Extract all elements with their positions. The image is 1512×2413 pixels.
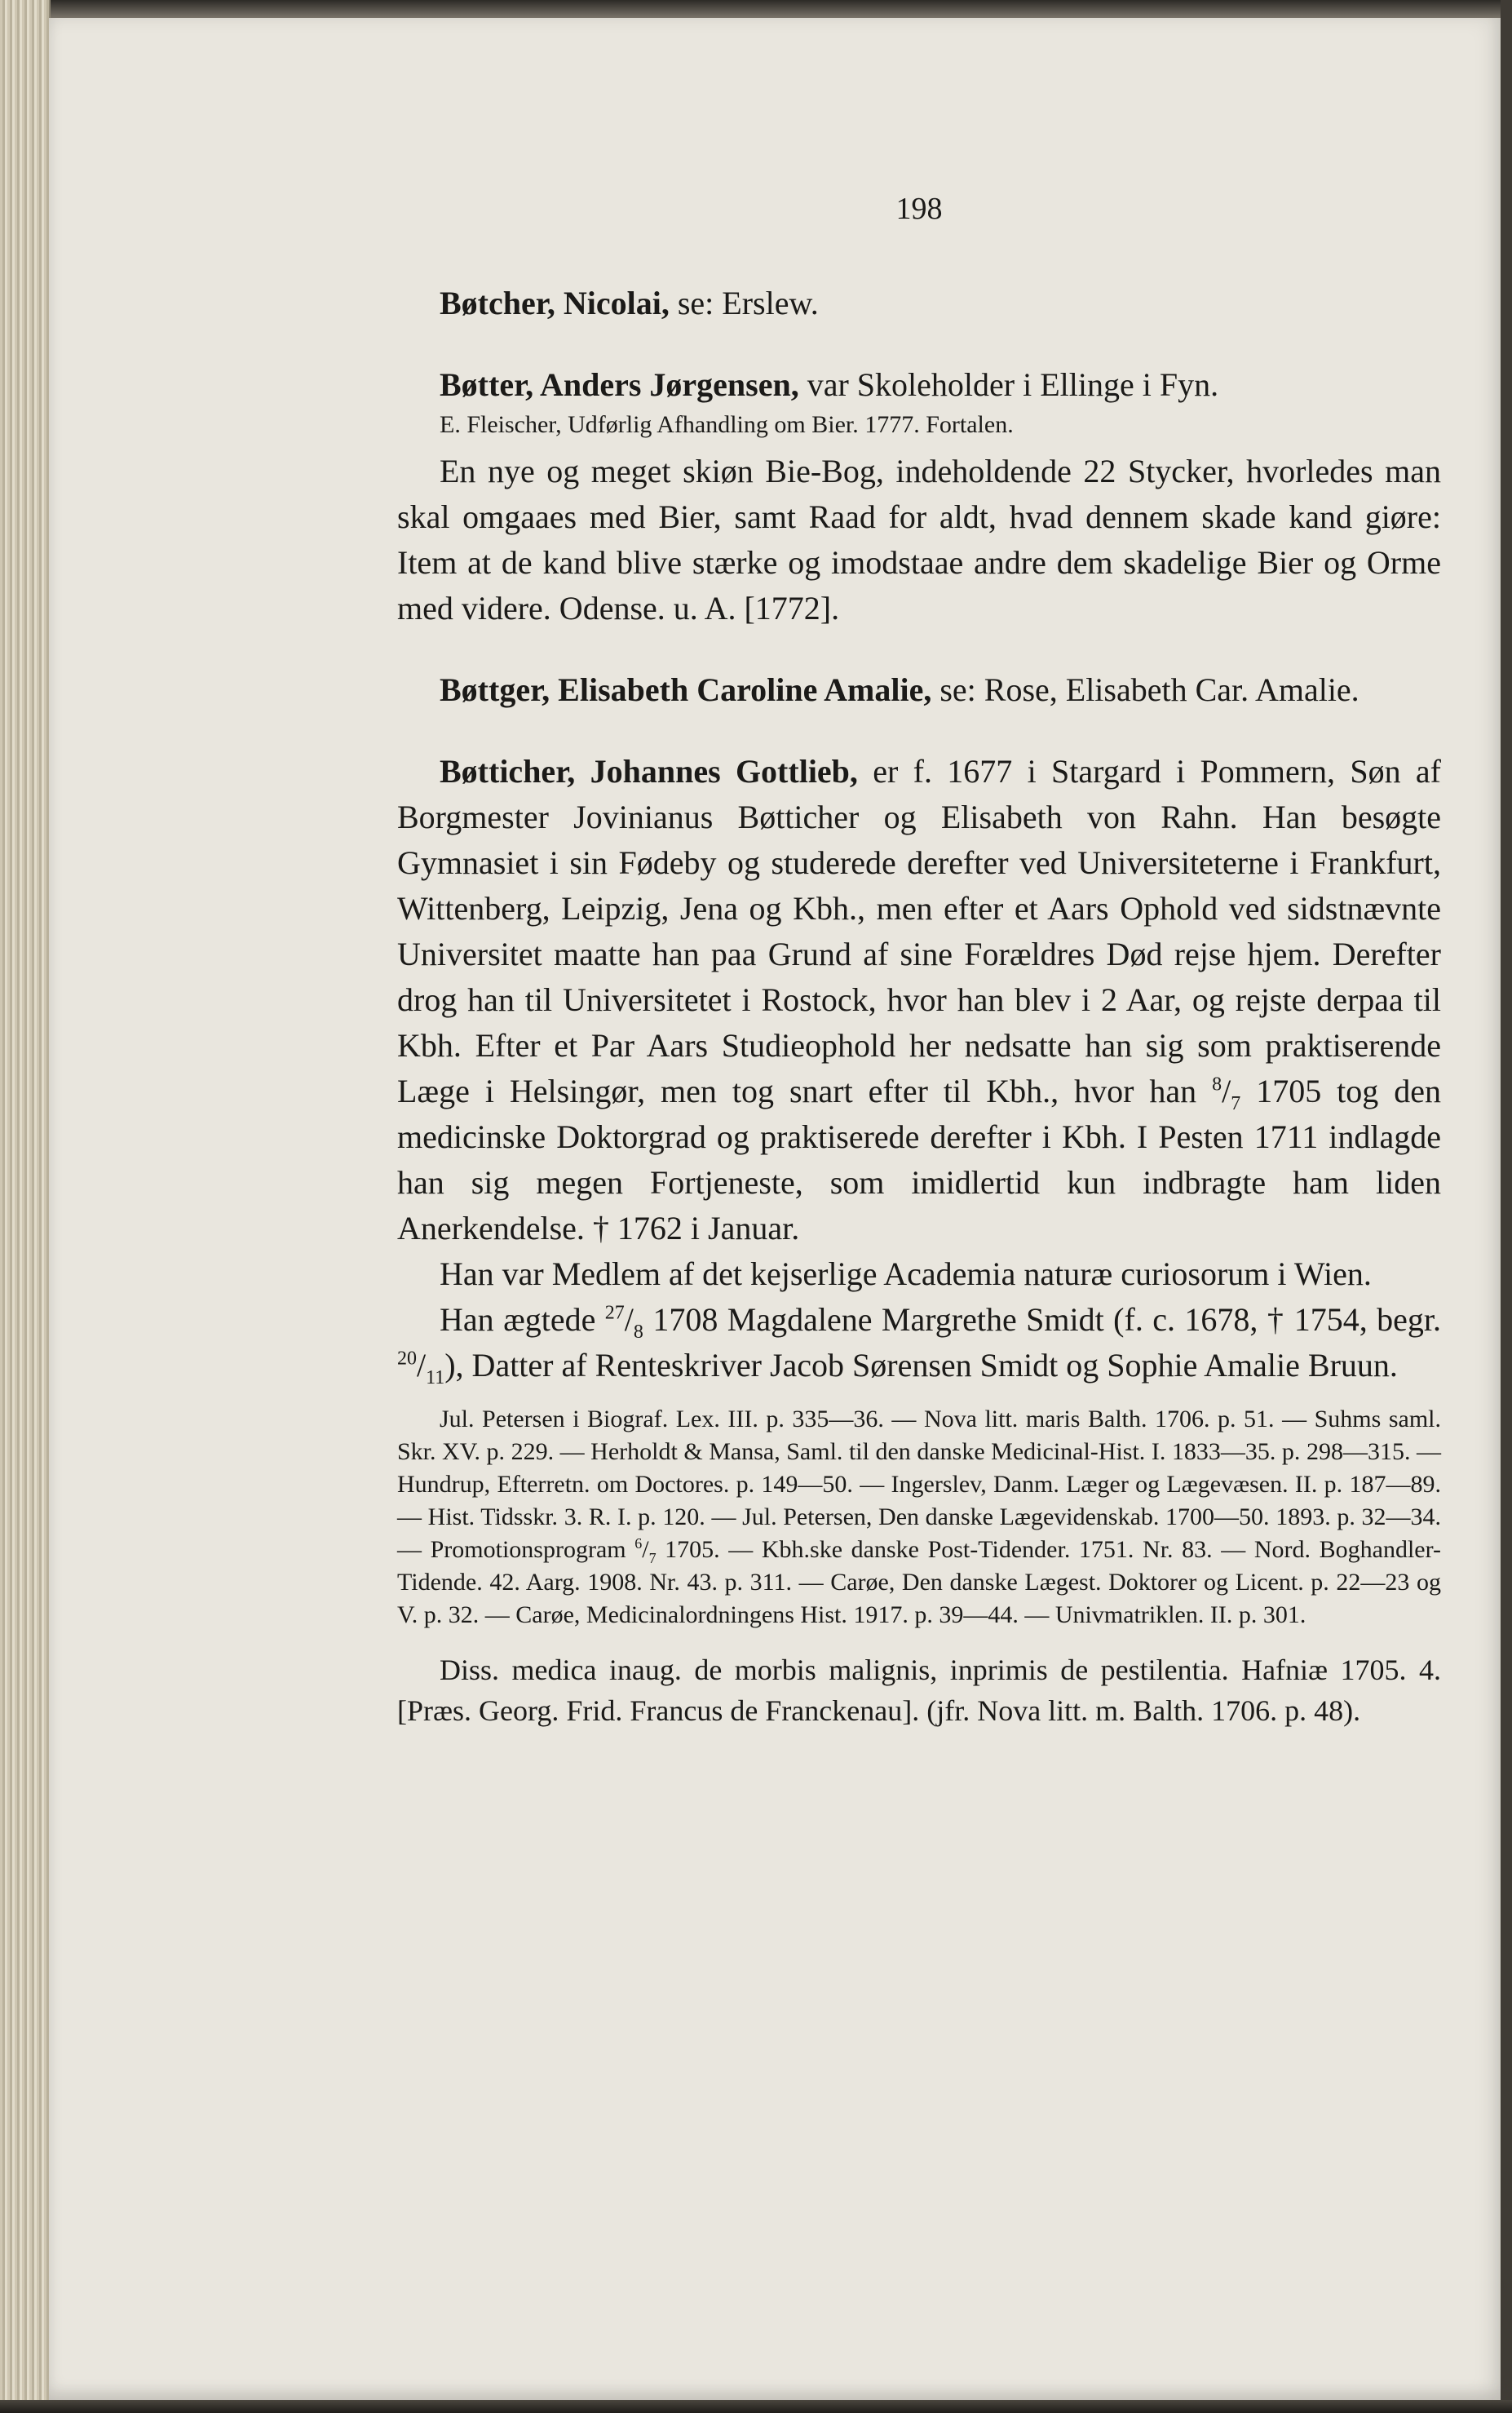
date-month: 7 (1231, 1093, 1241, 1114)
entry-botter-source: E. Fleischer, Udførlig Afhandling om Bier. 1777. Fortalen. (440, 411, 1014, 438)
entry-botter-quote: En nye og meget skiøn Bie-Bog, indeholdende 22 Stycker, hvorledes man skal omgaaes med Bier, samt Raad for aldt, hvad dennem skade kand giøre: Item at de kand blive stærke og imodstaae andre dem skadelige Bier og Orme med videre. Odense. u. A. [1772]. (397, 453, 1441, 626)
entry-text: er f. 1677 i Stargard i Pommern, Søn af Borgmester Jovinianus Bøtticher og Elisabeth von Rahn. Han besøgte Gymnasiet i sin Fødeby og studerede derefter ved Universiteterne i Frankfurt, Wittenberg, Leipzig, Jena og Kbh., men efter et Aars Ophold ved sidstnævnte Universitet maatte han paa Grund af sine Forældres Død rejse hjem. Derefter drog han til Universitetet i Rostock, hvor han blev i 2 Aar, og rejste derpaa til Kbh. Efter et Par Aars Studieophold her nedsatte han sig som praktiserende Læge i Helsingør, men tog snart efter til Kbh., hvor han (397, 753, 1441, 1109)
marriage-text-3: ), Datter af Renteskriver Jacob Sørensen Smidt og Sophie Amalie Bruun. (444, 1347, 1398, 1384)
entry-text-cont: 1705 tog den medicinske Doktorgrad og praktiserede derefter i Kbh. I Pesten 1711 indlagde han sig megen Fortjeneste, som imidlertid kun indbragte ham liden Anerkendelse. † 1762 i Januar. (397, 1073, 1441, 1246)
page-content (397, 186, 1441, 1731)
entry-botticher-marriage: Han ægtede $^{27}/_8$ 1708 Magdalene Margrethe Smidt (f. c. 1678, † 1754, begr. $^{20}/_{11}$), Datter af Renteskriver Jacob Sørensen Smidt og Sophie Amalie Bruun. (397, 1301, 1441, 1388)
references-text-2: 1705. — Kbh.ske danske Post-Tidender. 1751. Nr. 83. — Nord. Boghandler-Tidende. 42. Aarg. 1908. Nr. 43. p. 311. — Carøe, Den danske Lægest. Doktorer og Licent. p. 22—23 og V. p. 32. — Carøe, Medicinalordningens Hist. 1917. p. 39—44. — Univmatriklen. II. p. 301. (397, 1536, 1441, 1628)
program-month: 7 (648, 1550, 657, 1566)
entry-bottger (397, 667, 1441, 713)
entry-botticher-membership: Han var Medlem af det kejserlige Academia naturæ curiosorum i Wien. (440, 1255, 1372, 1292)
entry-botter (397, 362, 1441, 408)
entry-botticher-bibliography: Diss. medica inaug. de morbis malignis, inprimis de pestilentia. Hafniæ 1705. 4. [Præs. Georg. Frid. Francus de Franckenau]. (jfr. Nova litt. m. Balth. 1706. p. 48). (397, 1654, 1441, 1727)
entry-botcher (397, 281, 1441, 326)
references-text: Jul. Petersen i Biograf. Lex. III. p. 335—36. — Nova litt. maris Balth. 1706. p. 51. — Suhms saml. Skr. XV. p. 229. — Herholdt & Mansa, Saml. til den danske Medicinal-Hist. I. 1833—35. p. 298—315. — Hundrup, Efterretn. om Doctores. p. 149—50. — Ingerslev, Danm. Læger og Lægevæsen. II. p. 187—89. — Hist. Tidsskr. 3. R. I. p. 120. — Jul. Petersen, Den danske Lægevidenskab. 1700—50. 1893. p. 32—34. — Promotionsprogram (397, 1406, 1441, 1563)
scan-bottom-edge (0, 2400, 1512, 2413)
marriage-text-2: 1708 Magdalene Margrethe Smidt (f. c. 1678, † 1754, begr. (643, 1301, 1441, 1338)
entry-botticher-references: Jul. Petersen i Biograf. Lex. III. p. 335—36. — Nova litt. maris Balth. 1706. p. 51. — Suhms saml. Skr. XV. p. 229. — Herholdt & Mansa, Saml. til den danske Medicinal-Hist. I. 1833—35. p. 298—315. — Hundrup, Efterretn. om Doctores. p. 149—50. — Ingerslev, Danm. Læger og Lægevæsen. II. p. 187—89. — Hist. Tidsskr. 3. R. I. p. 120. — Jul. Petersen, Den danske Lægevidenskab. 1700—50. 1893. p. 32—34. — Promotionsprogram $^6/_7$ 1705. — Kbh.ske danske Post-Tidender. 1751. Nr. 83. — Nord. Boghandler-Tidende. 42. Aarg. 1908. Nr. 43. p. 311. — Carøe, Den danske Lægest. Doktorer og Licent. p. 22—23 og V. p. 32. — Carøe, Medicinalordningens Hist. 1917. p. 39—44. — Univmatriklen. II. p. 301. (397, 1406, 1441, 1628)
entry-name: Bøttger, Elisabeth Caroline Amalie, (440, 671, 932, 708)
marriage-text: Han ægtede (440, 1301, 605, 1338)
entry-name: Bøtter, Anders Jørgensen, (440, 366, 799, 403)
entry-text: se: Erslew. (669, 285, 819, 321)
burial-day: 20 (397, 1348, 417, 1370)
burial-month: 11 (426, 1367, 445, 1388)
scan-top-edge (0, 0, 1512, 18)
marriage-day: 27 (604, 1302, 625, 1324)
scan-right-edge (1501, 0, 1512, 2413)
entry-name: Bøtticher, Johannes Gottlieb, (440, 753, 858, 790)
date-day: 8 (1212, 1074, 1222, 1096)
entry-text: var Skoleholder i Ellinge i Fyn. (798, 366, 1219, 403)
page-number: 198 (895, 192, 943, 226)
entry-botticher: Bøtticher, Johannes Gottlieb, er f. 1677 i Stargard i Pommern, Søn af Borgmester Jovinianus Bøtticher og Elisabeth von Rahn. Han besøgte Gymnasiet i sin Fødeby og studerede derefter ved Universiteterne i Frankfurt, Wittenberg, Leipzig, Jena og Kbh., men efter et Aars Ophold ved sidstnævnte Universitet maatte han paa Grund af sine Forældres Død rejse hjem. Derefter drog han til Universitetet i Rostock, hvor han blev i 2 Aar, og rejste derpaa til Kbh. Efter et Par Aars Studieophold her nedsatte han sig som praktiserende Læge i Helsingør, men tog snart efter til Kbh., hvor han $^8/_7$ 1705 tog den medicinske Doktorgrad og praktiserede derefter i Kbh. I Pesten 1711 indlagde han sig megen Fortjeneste, som imidlertid kun indbragte ham liden Anerkendelse. † 1762 i Januar. (397, 753, 1441, 1246)
entry-name: Bøtcher, Nicolai, (440, 285, 670, 321)
program-day: 6 (634, 1535, 643, 1552)
marriage-month: 8 (633, 1322, 643, 1343)
entry-text: se: Rose, Elisabeth Car. Amalie. (931, 671, 1359, 708)
book-binding-edge (0, 0, 51, 2413)
